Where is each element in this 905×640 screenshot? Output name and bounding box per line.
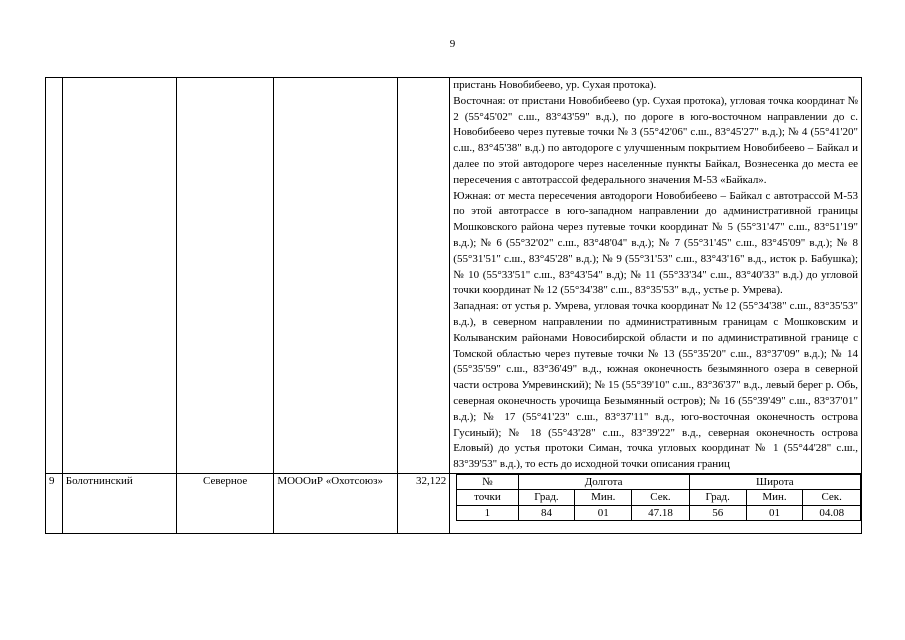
page-number: 9 — [449, 38, 456, 50]
continuation-row — [46, 78, 862, 474]
lon-min: 01 — [575, 505, 632, 521]
hunting-ground-name: Северное — [176, 473, 273, 534]
boundary-paragraph-east: Восточная: от пристани Новобибеево (ур. Сухая протока), угловая точка координат № 2 (55°45'02" с.ш., 83°43'59" в.д.), по дороге в юго-восточном направлении до с. Новобибеево через путевые точки № 3 (55°42'06" с.ш., 83°45'27" в.д.); № 4 (55°41'20" с.ш., 83°45'38" в.д.) по автодороге с улучшенным покрытием Новобибеево – Байкал и далее по этой автодороге через населенные пункты Байкал, Вознесенка до места ее пересечения с автотрассой федерального значения М-53 «Байкал». — [453, 94, 858, 186]
cell-hunting-ground — [176, 78, 273, 474]
coords-header-lat-deg: Град. — [689, 490, 746, 506]
lat-sec: 04.08 — [803, 505, 861, 521]
cell-organization — [274, 78, 398, 474]
coords-header-point: точки — [457, 490, 518, 506]
area-value: 32,122 — [397, 473, 449, 534]
coordinates-table — [456, 474, 861, 522]
boundary-paragraph-south: Южная: от места пересечения автодороги Новобибеево – Байкал с автотрассой М-53 по этой автотрассе в юго-западном направлении до административной границы Мошковского района через путевые точки координат № 5 (55°31'47" с.ш., 83°51'19" в.д.); № 6 (55°32'02" с.ш., 83°48'04" в.д.); № 7 (55°31'45" с.ш., 83°45'09" в.д.); № 8 (55°31'51" с.ш., 83°45'28" в.д.); № 9 (55°31'53" с.ш., 83°43'16" в.д., исток р. Бабушка); № 10 (55°33'51" с.ш., 83°43'54" в.д); № 11 (55°33'34" с.ш., 83°40'33" в.д.) до угловой точки координат № 12 (55°34'38" с.ш., 83°35'53" в.д., устье р. Умрева). — [453, 189, 858, 297]
coords-header-lat-min: Мин. — [746, 490, 803, 506]
coords-header-lon-min: Мин. — [575, 490, 632, 506]
hunting-grounds-table — [45, 77, 862, 534]
cell-number — [46, 78, 63, 474]
coordinates-cell — [450, 473, 862, 534]
coords-header-latitude: Широта — [689, 474, 860, 490]
cell-district — [62, 78, 176, 474]
lat-deg: 56 — [689, 505, 746, 521]
cell-boundary-description — [450, 78, 862, 474]
district-name: Болотнинский — [62, 473, 176, 534]
coords-header-lon-deg: Град. — [518, 490, 575, 506]
coords-header-num: № — [457, 474, 518, 490]
table-row — [46, 473, 862, 534]
coords-subheader-row — [457, 490, 861, 506]
boundary-paragraph: пристань Новобибеево, ур. Сухая протока). — [453, 79, 657, 91]
coords-data-row — [457, 505, 861, 521]
lon-deg: 84 — [518, 505, 575, 521]
lat-min: 01 — [746, 505, 803, 521]
lon-sec: 47.18 — [632, 505, 690, 521]
point-number: 1 — [457, 505, 518, 521]
coords-header-lat-sec: Сек. — [803, 490, 861, 506]
organization-name: МОООиР «Охотсоюз» — [274, 473, 398, 534]
coords-header-longitude: Долгота — [518, 474, 689, 490]
coords-header-row — [457, 474, 861, 490]
boundary-paragraph-west: Западная: от устья р. Умрева, угловая точка координат № 12 (55°34'38" с.ш., 83°35'53" в.д.), в северном направлении по административным границам с Мошковским и Колыванским районами Новосибирской области и по административной границе с Томской областью через путевые точки № 13 (55°35'20" с.ш., 83°37'09" в.д.); № 14 (55°35'59" с.ш., 83°36'49" в.д., южная оконечность безымянного озера в северной части острова Умревинский); № 15 (55°39'10" с.ш., 83°36'37" в.д., левый берег р. Обь, северная оконечность урочища Безымянный остров); № 16 (55°39'49" с.ш., 83°37'01" в.д.); № 17 (55°41'23" с.ш., 83°37'11" в.д., юго-восточная оконечность острова Гусиный); № 18 (55°43'28" с.ш., 83°39'22" в.д., северная оконечность острова Еловый) до устья протоки Симан, точка угловых координат № 1 (55°44'28" с.ш., 83°39'53" в.д.), то есть до исходной точки описания границ — [453, 300, 858, 471]
coords-header-lon-sec: Сек. — [632, 490, 690, 506]
row-number: 9 — [46, 473, 63, 534]
cell-area — [397, 78, 449, 474]
